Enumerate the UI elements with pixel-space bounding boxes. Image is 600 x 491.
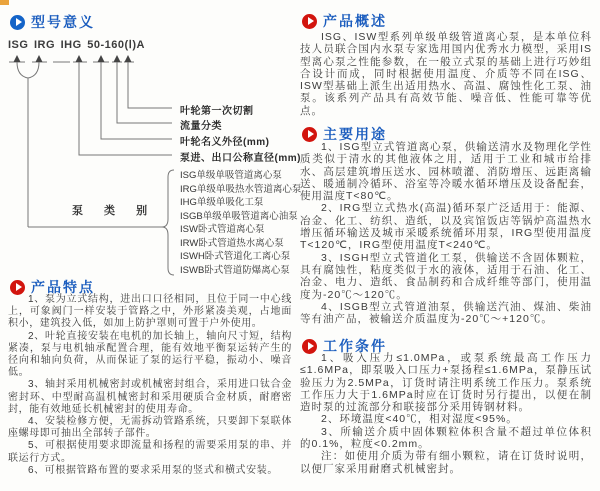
feature-paragraph: 4、安装检修方便，无需拆动管路系统，只要卸下泵联体座螺母即可抽出全部转子部件。: [8, 416, 292, 440]
pump-type-item: ISWH卧式管道化工离心泵: [180, 251, 291, 262]
use-paragraph: 4、ISGB型立式管道油泵，供输送汽油、煤油、柴油等有油产品，被输送介质温度为-20℃～+120℃。: [300, 300, 592, 326]
feature-paragraph: 3、轴封采用机械密封或机械密封组合，采用进口钛合金密封环、中型耐高温机械密封和采用硬质合金材质，耐磨密封，能有效地延长机械密封的使用寿命。: [8, 379, 292, 415]
overview-paragraph: ISG、ISW型系列单级单级管道离心泵，是本单位科技人员联合国内水泵专家选用国内优秀水力模型，采用IS型离心泵之性能参数，在一般立式泵的基础上进行巧妙组合设计而成，同时根据使用温度、介质等不同在ISG、ISW型基础上派生出适用热水、高温、腐蚀性化工泵、油泵。该系列产品具有高效节能、噪音低、性能可靠等优点。: [300, 31, 592, 117]
triangle-glyph: [308, 342, 314, 350]
pump-type-item: ISGB单级单吸管道离心油泵: [180, 210, 298, 222]
diagram-label-flow-class: 流量分类: [180, 121, 222, 132]
section-title-features: 产品特点: [31, 279, 95, 295]
triangle-glyph: [16, 283, 22, 291]
feature-paragraph: 2、叶轮直接安装在电机的加长轴上，轴向尺寸短，结构紧凑，泵与电机轴承配置合理，能有效地平衡泵运转产生的径向和轴向负荷，从而保证了泵的运行平稳，振动小、噪音低。: [8, 330, 292, 379]
play-icon: [302, 127, 317, 142]
conditions-paragraphs: [300, 352, 592, 450]
model-code: ISG IRG IHG 50-160(Ⅰ)A: [8, 39, 145, 51]
diagram-label-port-dia: 泵进、出口公称直径(mm): [180, 153, 301, 164]
overview-paragraphs: [300, 31, 592, 117]
play-icon: [10, 280, 25, 295]
use-paragraph: 3、ISGH型立式管道化工泵，供输送不含固体颗粒，具有腐蚀性，粘度类似于水的液体，适用于石油、化工、冶金、电力、造纸、食品制药和合成纤维等部门，使用温度为-20℃～120℃。: [300, 251, 592, 301]
section-title-overview: 产品概述: [323, 13, 387, 29]
feature-paragraph: 1、泵为立式结构，进出口口径相同，且位于同一中心线上，可象阀门一样安装于管路之中，外形紧凑美观，占地面积小，建筑投入低，如加上防护罩则可置于户外使用。: [8, 294, 292, 330]
feature-paragraph: 5、可根据使用要求即流量和扬程的需要采用泵的串、并联运行方式。: [8, 440, 292, 464]
corner-decoration: [0, 0, 9, 5]
use-paragraph: 1、ISG型立式管道离心泵，供输送清水及物理化学性质类似于清水的其他液体之用，适用于工业和城市给排水、高层建筑增压送水、园林喷灌、消防增压、远距离输送、暖通制冷循环、浴室等冷暖水循环增压及设备配套，使用温度T<80℃。: [300, 141, 592, 203]
use-paragraph: 2、IRG型立式热水(高温)循环泵广泛适用于：能源、冶金、化工、纺织、造纸，以及宾馆饭店等锅炉高温热水增压循环输送及城市采暖系统循环用泵，IRG型使用温度T<120℃，IRG型使用温度T<240℃。: [300, 202, 592, 252]
section-title-conditions: 工作条件: [323, 338, 387, 354]
pump-type-item: ISWB卧式管道防爆离心泵: [180, 264, 290, 276]
diagram-label-impeller-dia: 叶轮名义外径(mm): [180, 137, 270, 148]
condition-paragraph: 2、环境温度<40℃，相对湿度<95%。: [321, 413, 518, 426]
pump-type-item: IHG单级单吸化工泵: [180, 197, 264, 208]
triangle-glyph: [308, 130, 314, 138]
condition-paragraph: 3、所输送介质中固体颗粒体积含量不超过单位体积的0.1%，粒度<0.2mm。: [300, 425, 592, 451]
pump-type-item: IRW卧式管道热水离心泵: [180, 237, 284, 249]
triangle-glyph: [308, 17, 314, 25]
section-header-overview: [302, 11, 387, 31]
pump-category-label: 泵 类 别: [72, 205, 157, 217]
section-title-model: 型号意义: [31, 14, 95, 30]
model-code-diagram: [8, 36, 302, 286]
triangle-glyph: [16, 18, 22, 26]
section-title-uses: 主要用途: [323, 126, 387, 142]
pump-type-item: ISG单级单吸管道离心泵: [180, 170, 282, 181]
feature-paragraph: 6、可根据管路布置的要求采用泵的竖式和横式安装。: [28, 464, 278, 476]
diagram-label-impeller-cut: 叶轮第一次切割: [180, 106, 254, 117]
conditions-note: 注：如使用介质为带有细小颗粒，请在订货时说明，以便厂家采用耐磨式机械密封。: [300, 450, 592, 475]
play-icon: [302, 14, 317, 29]
pump-type-list: [180, 169, 301, 277]
pump-type-item: IRG单级单吸热水管道离心泵: [180, 183, 302, 195]
section-header-model: [10, 12, 95, 32]
conditions-block: [300, 352, 592, 475]
features-paragraphs: [8, 294, 292, 477]
play-icon: [10, 15, 25, 30]
pump-type-item: ISW卧式管道离心泵: [180, 224, 265, 235]
uses-paragraphs: [300, 141, 592, 325]
condition-paragraph: 1、吸入压力≤1.0MPa，或泵系统最高工作压力≤1.6MPa，即泵吸入口压力+泵扬程≤1.6MPa，泵静压试验压力为2.5MPa，订货时请注明系统工作压力。泵系统工作压力大于1.6MPa时应在订货时另行提出，以便在制造时泵的过流部分和联接部分采用铸钢材料。: [300, 352, 592, 414]
